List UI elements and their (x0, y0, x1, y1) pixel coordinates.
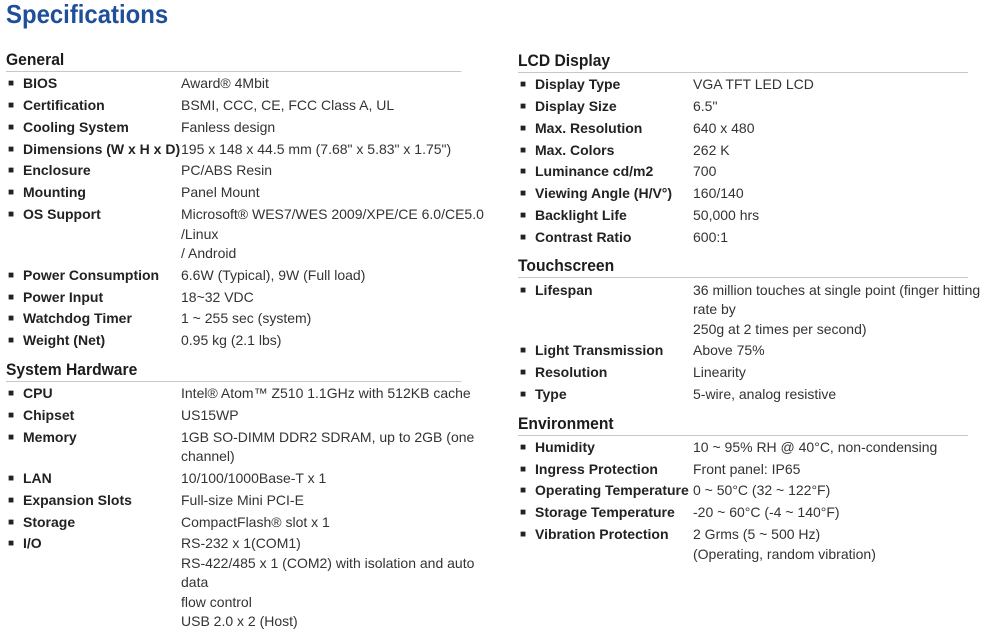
spec-value: 1 ~ 255 sec (system) (181, 310, 312, 327)
spec-row (518, 228, 1007, 248)
bullet-icon: ■ (520, 485, 527, 497)
spec-label: Display Size (535, 98, 617, 115)
spec-value: 0.95 kg (2.1 lbs) (181, 332, 282, 349)
spec-value: 2 Grms (5 ~ 500 Hz) (Operating, random vibration) (693, 526, 876, 562)
spec-label: BIOS (23, 75, 58, 92)
spec-label: Contrast Ratio (535, 228, 632, 245)
bullet-icon: ■ (8, 165, 15, 177)
bullet-icon: ■ (520, 463, 527, 475)
spec-label: Expansion Slots (23, 491, 132, 508)
spec-row (6, 331, 501, 351)
bullet-icon: ■ (8, 78, 15, 90)
spec-value: Panel Mount (181, 184, 260, 201)
spec-label: Dimensions (W x H x D) (23, 140, 181, 157)
spec-row (518, 141, 1007, 161)
spec-value: 50,000 hrs (693, 207, 760, 224)
bullet-icon: ■ (520, 367, 527, 379)
spec-value: VGA TFT LED LCD (693, 76, 814, 93)
section-general (6, 49, 501, 351)
bullet-icon: ■ (520, 210, 527, 222)
spec-label: Mounting (23, 184, 86, 201)
bullet-icon: ■ (520, 144, 527, 156)
spec-row (518, 481, 1007, 501)
bullet-icon: ■ (520, 231, 527, 243)
spec-row (6, 74, 501, 94)
bullet-icon: ■ (8, 143, 15, 155)
spec-value: 6.5" (693, 98, 718, 115)
bullet-icon: ■ (520, 389, 527, 401)
spec-label: Luminance cd/m2 (535, 163, 654, 180)
section-heading: Touchscreen (518, 255, 968, 278)
bullet-icon: ■ (8, 431, 15, 443)
spec-row (518, 460, 1007, 480)
spec-value: 18~32 VDC (181, 288, 254, 305)
bullet-icon: ■ (520, 507, 527, 519)
bullet-icon: ■ (8, 269, 15, 281)
bullet-icon: ■ (520, 79, 527, 91)
spec-value: Award® 4Mbit (181, 75, 269, 92)
section-heading: LCD Display (518, 50, 968, 73)
spec-value: Microsoft® WES7/WES 2009/XPE/CE 6.0/CE5.0 /Linux / Android (181, 206, 484, 262)
spec-row (6, 309, 501, 329)
spec-label: Weight (Net) (23, 332, 106, 349)
bullet-icon: ■ (520, 166, 527, 178)
spec-value: 640 x 480 (693, 119, 755, 136)
bullet-icon: ■ (8, 291, 15, 303)
spec-row (518, 119, 1007, 139)
spec-value: PC/ABS Resin (181, 162, 273, 179)
bullet-icon: ■ (520, 188, 527, 200)
spec-label: Watchdog Timer (23, 310, 132, 327)
spec-row (6, 491, 501, 511)
spec-value: 5-wire, analog resistive (693, 386, 837, 403)
spec-label: Chipset (23, 406, 75, 423)
spec-label: Ingress Protection (535, 460, 658, 477)
spec-row (6, 161, 501, 181)
spec-label: Operating Temperature (535, 482, 689, 499)
spec-row (518, 162, 1007, 182)
spec-row (518, 281, 1007, 340)
spec-row (6, 406, 501, 426)
section-environment (518, 413, 1007, 564)
bullet-icon: ■ (8, 100, 15, 112)
spec-row (6, 140, 501, 160)
spec-value: Linearity (693, 364, 746, 381)
spec-row (518, 503, 1007, 523)
spec-value: -20 ~ 60°C (-4 ~ 140°F) (693, 504, 840, 521)
spec-row (6, 288, 501, 308)
section-touchscreen (518, 255, 1007, 404)
spec-label: Storage (23, 513, 76, 530)
spec-row (518, 206, 1007, 226)
spec-label: Memory (23, 428, 77, 445)
spec-value: 36 million touches at single point (finger hitting rate by 250g at 2 times per second) (693, 281, 981, 337)
spec-label: Certification (23, 97, 105, 114)
spec-value: 195 x 148 x 44.5 mm (7.68" x 5.83" x 1.75") (181, 140, 452, 157)
spec-row (6, 266, 501, 286)
spec-label: Enclosure (23, 162, 91, 179)
bullet-icon: ■ (8, 209, 15, 221)
spec-row (6, 384, 501, 404)
spec-value: 160/140 (693, 185, 744, 202)
spec-row (518, 385, 1007, 405)
spec-value: 700 (693, 163, 717, 180)
spec-row (6, 183, 501, 203)
bullet-icon: ■ (8, 494, 15, 506)
spec-value: BSMI, CCC, CE, FCC Class A, UL (181, 97, 395, 114)
spec-row (518, 184, 1007, 204)
spec-row (6, 469, 501, 489)
spec-label: Max. Colors (535, 141, 615, 158)
bullet-icon: ■ (520, 529, 527, 541)
spec-row (518, 438, 1007, 458)
spec-value: Above 75% (693, 342, 765, 359)
section-heading: System Hardware (6, 359, 461, 382)
bullet-icon: ■ (8, 313, 15, 325)
spec-label: Display Type (535, 76, 621, 93)
page-title: Specifications (6, 0, 169, 29)
spec-label: Type (535, 386, 567, 403)
spec-value: 262 K (693, 141, 730, 158)
spec-label: Power Input (23, 288, 104, 305)
spec-value: Full-size Mini PCI-E (181, 491, 304, 508)
spec-label: Light Transmission (535, 342, 664, 359)
spec-label: I/O (23, 535, 42, 552)
bullet-icon: ■ (8, 472, 15, 484)
bullet-icon: ■ (8, 335, 15, 347)
bullet-icon: ■ (8, 409, 15, 421)
spec-value: RS-232 x 1(COM1) RS-422/485 x 1 (COM2) with isolation and auto data flow control USB 2.0 x 2 (Host) (181, 535, 475, 630)
spec-value: 1GB SO-DIMM DDR2 SDRAM, up to 2GB (one channel) (181, 428, 475, 465)
spec-row (518, 75, 1007, 95)
spec-label: Humidity (535, 438, 595, 455)
spec-label: Cooling System (23, 118, 129, 135)
spec-row (518, 363, 1007, 383)
spec-row (6, 513, 501, 533)
spec-label: Power Consumption (23, 266, 160, 283)
section-heading: General (6, 49, 461, 72)
spec-value: Fanless design (181, 118, 276, 135)
spec-label: LAN (23, 469, 52, 486)
spec-row (518, 97, 1007, 117)
bullet-icon: ■ (520, 122, 527, 134)
spec-label: OS Support (23, 206, 101, 223)
spec-label: Viewing Angle (H/V°) (535, 185, 673, 202)
right-column (518, 50, 1007, 572)
spec-row (6, 118, 501, 138)
bullet-icon: ■ (8, 121, 15, 133)
spec-row (518, 525, 1007, 564)
spec-row (6, 534, 501, 632)
spec-row (6, 96, 501, 116)
spec-value: US15WP (181, 406, 239, 423)
bullet-icon: ■ (520, 101, 527, 113)
spec-value: 6.6W (Typical), 9W (Full load) (181, 266, 366, 283)
bullet-icon: ■ (520, 441, 527, 453)
bullet-icon: ■ (8, 187, 15, 199)
bullet-icon: ■ (8, 538, 15, 550)
section-lcd-display (518, 50, 1007, 247)
spec-label: CPU (23, 385, 53, 402)
bullet-icon: ■ (8, 388, 15, 400)
spec-value: 10 ~ 95% RH @ 40°C, non-condensing (693, 438, 938, 455)
spec-label: Backlight Life (535, 207, 627, 224)
spec-value: Front panel: IP65 (693, 460, 801, 477)
spec-label: Storage Temperature (535, 504, 675, 521)
spec-value: 600:1 (693, 228, 729, 245)
spec-row (518, 341, 1007, 361)
left-column (6, 49, 501, 640)
spec-label: Max. Resolution (535, 119, 643, 136)
spec-value: Intel® Atom™ Z510 1.1GHz with 512KB cache (181, 385, 471, 402)
spec-label: Resolution (535, 364, 608, 381)
spec-value: 0 ~ 50°C (32 ~ 122°F) (693, 482, 831, 499)
bullet-icon: ■ (520, 345, 527, 357)
section-heading: Environment (518, 413, 968, 436)
spec-value: 10/100/1000Base-T x 1 (181, 469, 327, 486)
spec-label: Lifespan (535, 281, 593, 298)
section-system-hardware (6, 359, 501, 632)
spec-label: Vibration Protection (535, 526, 669, 543)
spec-value: CompactFlash® slot x 1 (181, 513, 330, 530)
spec-row (6, 205, 501, 264)
bullet-icon: ■ (8, 516, 15, 528)
spec-row (6, 428, 501, 467)
bullet-icon: ■ (520, 284, 527, 296)
